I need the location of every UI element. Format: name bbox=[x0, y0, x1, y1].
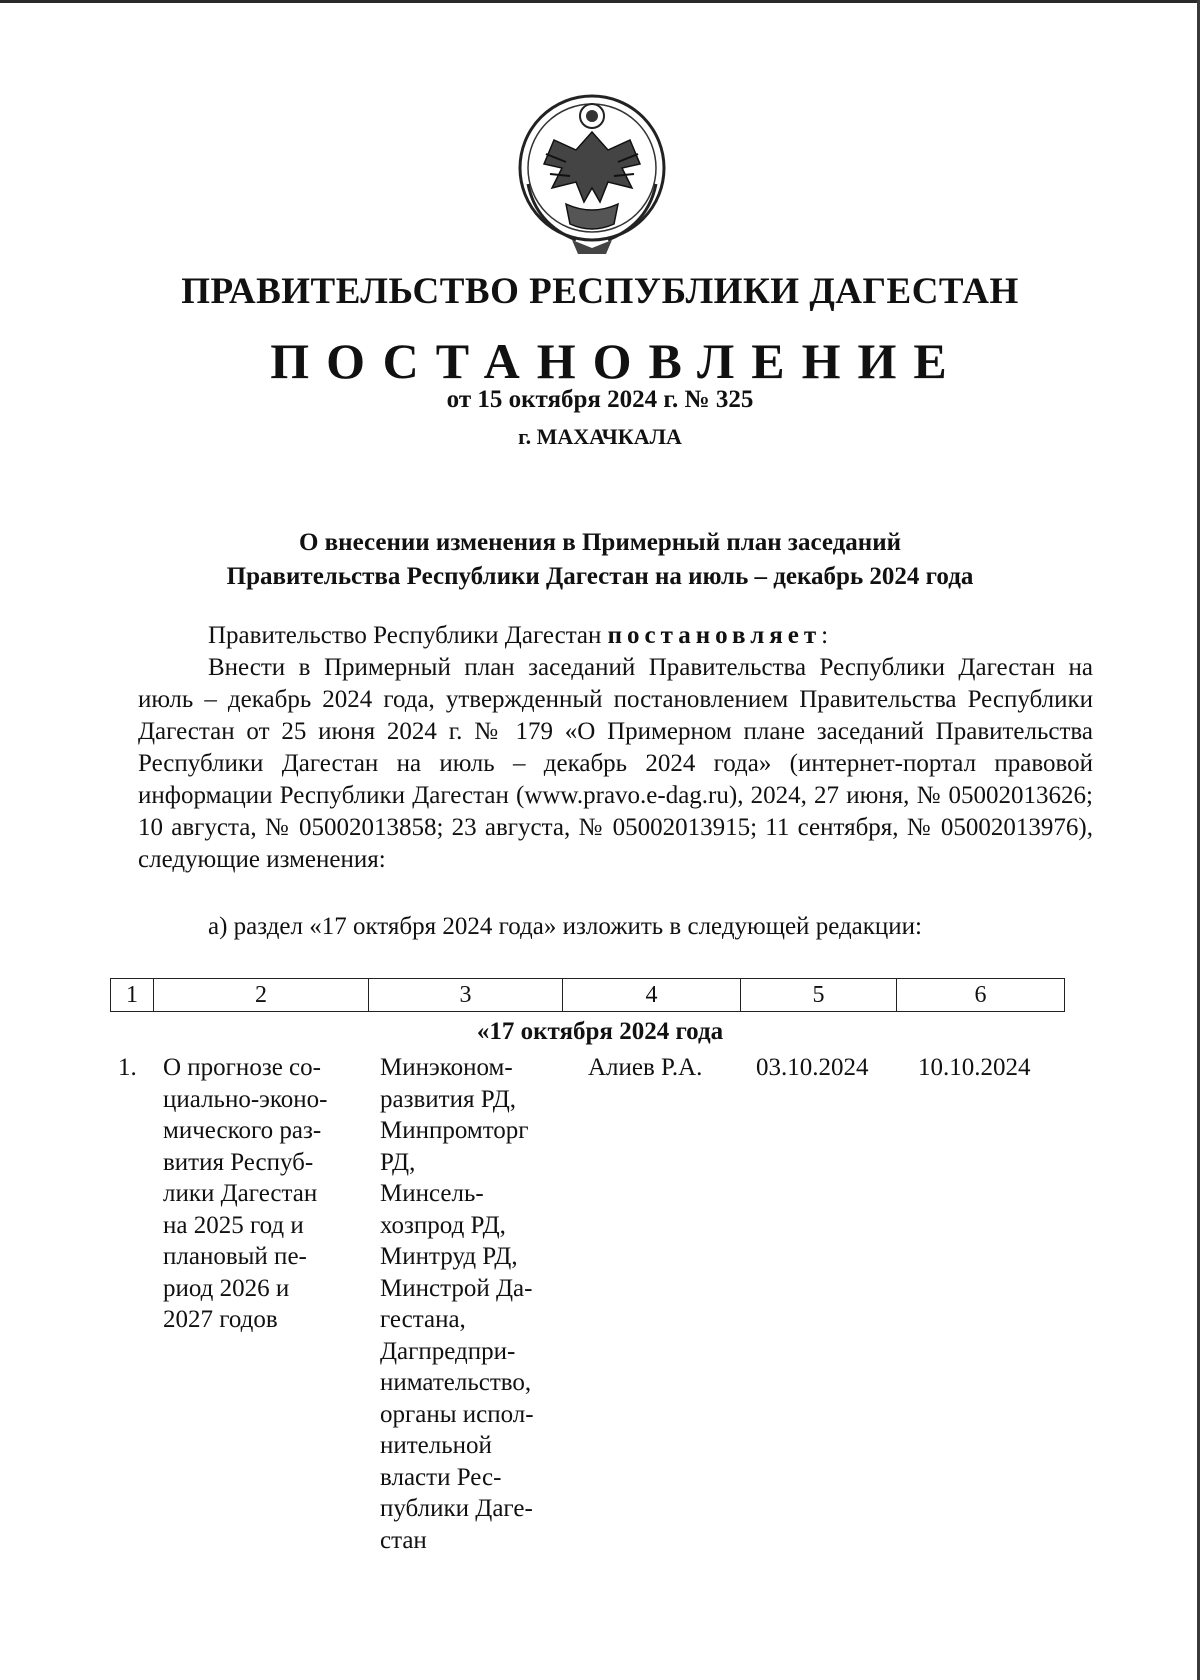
executors-line: стан bbox=[380, 1526, 427, 1554]
main-paragraph: Внести в Примерный план заседаний Правительства Республики Дагестан на июль – декабрь 2024 года, утвержденный постановлением Правительства Республики Дагестан от 25 июня 2024 г. № 179 «О Примерном плане заседаний Правительства Республики Дагестан на июль – декабрь 2024 года» (интернет-портал правовой информации Республики Дагестан (www.pravo.e-dag.ru), 2024, 27 июня, № 05002013626; 10 августа, № 05002013858; 23 августа, № 05002013915; 11 сентября, № 05002013976), следующие изменения: bbox=[138, 654, 1093, 873]
topic-line: риод 2026 и bbox=[163, 1274, 290, 1302]
document-city: г. МАХАЧКАЛА bbox=[518, 424, 682, 449]
topic-line: на 2025 год и bbox=[163, 1211, 304, 1239]
executors-line: Минэконом- bbox=[380, 1054, 513, 1081]
decree-paragraph bbox=[138, 620, 1093, 652]
column-number-table bbox=[110, 978, 1065, 1012]
executors-line: Дагпредпри- bbox=[380, 1337, 516, 1365]
topic-line: мического раз- bbox=[163, 1117, 322, 1144]
subject-line-2: Правительства Республики Дагестан на июль – декабрь 2024 года bbox=[226, 563, 974, 590]
column-number-cell: 2 bbox=[154, 979, 369, 1012]
column-number-cell: 4 bbox=[563, 979, 741, 1012]
executors-line: хозпрод РД, bbox=[380, 1211, 506, 1239]
decree-suffix: : bbox=[821, 622, 829, 649]
dagestan-coat-of-arms-emblem bbox=[506, 84, 678, 256]
row-number: 1. bbox=[118, 1054, 137, 1081]
column-number-row bbox=[111, 979, 1065, 1012]
document-type: ПОСТАНОВЛЕНИЕ bbox=[270, 333, 964, 389]
column-number-cell: 1 bbox=[111, 979, 154, 1012]
executors-line: Минпромторг bbox=[380, 1117, 529, 1144]
row-date-submission: 03.10.2024 bbox=[756, 1054, 869, 1081]
column-number-cell: 5 bbox=[741, 979, 897, 1012]
executors-line: гестана, bbox=[380, 1306, 466, 1333]
item-a-paragraph: а) раздел «17 октября 2024 года» изложить в следующей редакции: bbox=[208, 913, 923, 940]
scan-edge-top bbox=[0, 0, 1200, 3]
executors-line: органы испол- bbox=[380, 1400, 534, 1428]
executors-line: нимательство, bbox=[380, 1369, 532, 1396]
executors-line: нительной bbox=[380, 1432, 492, 1459]
row-topic bbox=[163, 1052, 353, 1336]
executors-line: РД, bbox=[380, 1148, 416, 1176]
subject-line-1: О внесении изменения в Примерный план заседаний bbox=[298, 529, 902, 556]
column-number-cell: 3 bbox=[369, 979, 563, 1012]
executors-line: Минтруд РД, bbox=[380, 1243, 518, 1270]
topic-line: О прогнозе со- bbox=[163, 1054, 321, 1081]
row-executors bbox=[380, 1052, 565, 1556]
executors-line: Минсель- bbox=[380, 1180, 484, 1207]
executors-line: публики Даге- bbox=[380, 1495, 533, 1522]
executors-line: Минстрой Да- bbox=[380, 1274, 533, 1302]
executors-line: развития РД, bbox=[380, 1085, 517, 1113]
row-responsible: Алиев Р.А. bbox=[588, 1054, 703, 1081]
document-date-number: от 15 октября 2024 г. № 325 bbox=[446, 386, 754, 413]
topic-line: лики Дагестан bbox=[163, 1180, 318, 1207]
column-number-cell: 6 bbox=[897, 979, 1065, 1012]
topic-line: циально-эконо- bbox=[163, 1085, 328, 1113]
topic-line: 2027 годов bbox=[163, 1306, 278, 1333]
topic-line: вития Респуб- bbox=[163, 1148, 314, 1176]
decree-verb: постановляет bbox=[607, 622, 822, 649]
executors-line: власти Рес- bbox=[380, 1463, 502, 1491]
decree-prefix: Правительство Республики Дагестан bbox=[208, 622, 608, 649]
government-title: ПРАВИТЕЛЬСТВО РЕСПУБЛИКИ ДАГЕСТАН bbox=[181, 271, 1019, 312]
table-section-title: «17 октября 2024 года bbox=[476, 1018, 724, 1045]
row-date-deadline: 10.10.2024 bbox=[918, 1054, 1031, 1081]
document-subject bbox=[0, 526, 1200, 594]
topic-line: плановый пе- bbox=[163, 1243, 307, 1270]
